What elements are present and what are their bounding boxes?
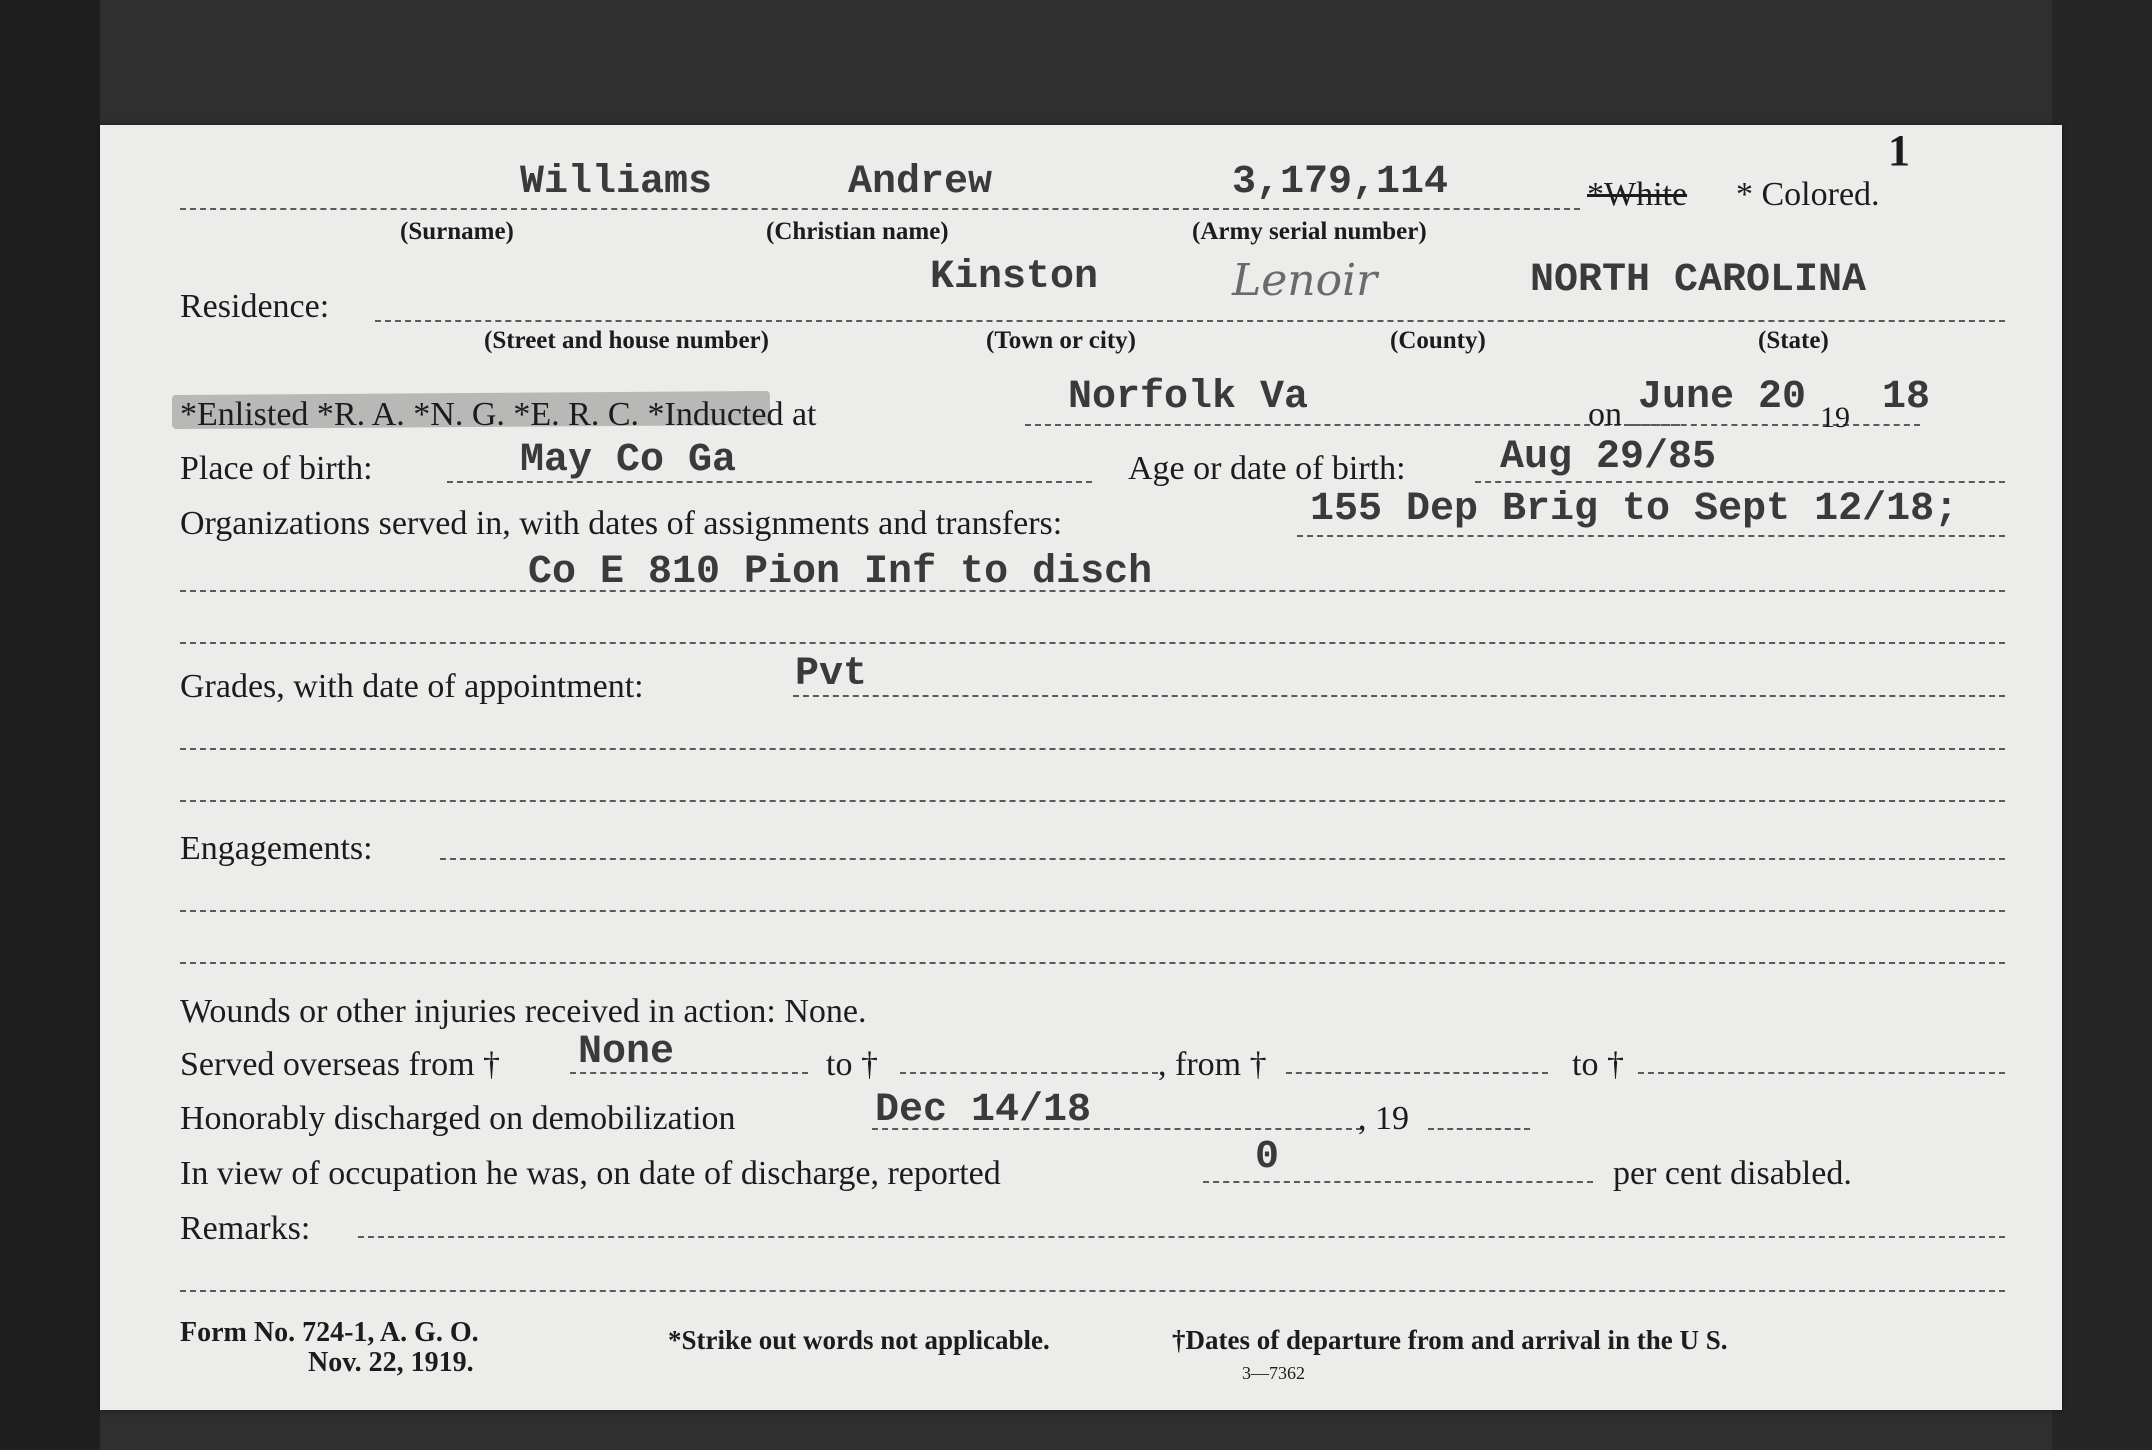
induction-date-value: June 20 bbox=[1638, 375, 1807, 420]
engagements-line3 bbox=[180, 962, 2005, 964]
overseas-to2-label: to † bbox=[1572, 1046, 1624, 1083]
overseas-from-value: None bbox=[578, 1030, 675, 1075]
dagger-note: †Dates of departure from and arrival in the U S. bbox=[1172, 1325, 1728, 1355]
grades-line1 bbox=[793, 695, 2005, 697]
engagements-line2 bbox=[180, 910, 2005, 912]
overseas-from-label: Served overseas from † bbox=[180, 1046, 501, 1083]
christian-name-value: Andrew bbox=[848, 160, 993, 205]
overseas-to2-line bbox=[1638, 1072, 2005, 1074]
scan-border-left bbox=[0, 0, 100, 1450]
remarks-label: Remarks: bbox=[180, 1210, 311, 1247]
wounds-label: Wounds or other injuries received in action: None. bbox=[180, 993, 867, 1030]
remarks-line2 bbox=[180, 1290, 2005, 1292]
remarks-line1 bbox=[358, 1236, 2005, 1238]
card-number: 1 bbox=[1888, 126, 1910, 175]
town-caption: (Town or city) bbox=[986, 327, 1136, 354]
organizations-line3 bbox=[180, 642, 2005, 644]
discharge-label: Honorably discharged on demobilization bbox=[180, 1100, 736, 1137]
county-value: Lenoir bbox=[1232, 255, 1378, 306]
disability-suffix: per cent disabled. bbox=[1613, 1155, 1852, 1192]
form-number: Form No. 724-1, A. G. O. bbox=[180, 1317, 479, 1348]
grades-label: Grades, with date of appointment: bbox=[180, 668, 644, 705]
induction-date-line bbox=[1630, 424, 1920, 426]
overseas-to-line bbox=[900, 1072, 1158, 1074]
birthplace-value: May Co Ga bbox=[520, 438, 737, 483]
birthdate-value: Aug 29/85 bbox=[1500, 435, 1717, 480]
organizations-line1 bbox=[1297, 535, 2005, 537]
grades-line3 bbox=[180, 800, 2005, 802]
on-label: on bbox=[1588, 396, 1622, 433]
white-option: *White bbox=[1587, 176, 1688, 213]
discharge-year-label: , 19 bbox=[1358, 1100, 1409, 1137]
disability-value: 0 bbox=[1255, 1135, 1280, 1180]
discharge-year-line bbox=[1428, 1128, 1530, 1130]
residence-label: Residence: bbox=[180, 288, 330, 325]
inducted-place-value: Norfolk Va bbox=[1068, 375, 1309, 420]
disability-label: In view of occupation he was, on date of discharge, reported bbox=[180, 1155, 1001, 1192]
birthdate-line bbox=[1475, 481, 2005, 483]
birthdate-label: Age or date of birth: bbox=[1128, 450, 1406, 487]
overseas-from2-line bbox=[1286, 1072, 1548, 1074]
colored-option: * Colored. bbox=[1736, 176, 1880, 213]
discharge-date-value: Dec 14/18 bbox=[875, 1088, 1092, 1133]
organizations-line1-value: 155 Dep Brig to Sept 12/18; bbox=[1310, 487, 1959, 532]
serial-number-caption: (Army serial number) bbox=[1192, 218, 1427, 245]
form-date: Nov. 22, 1919. bbox=[308, 1347, 474, 1378]
print-code: 3—7362 bbox=[1242, 1363, 1305, 1383]
town-value: Kinston bbox=[930, 255, 1099, 300]
disability-line bbox=[1203, 1181, 1593, 1183]
state-caption: (State) bbox=[1758, 327, 1829, 354]
birthplace-label: Place of birth: bbox=[180, 450, 373, 487]
enlisted-label: *Enlisted *R. A. *N. G. *E. R. C. *Inducted at bbox=[180, 396, 817, 433]
overseas-from-line bbox=[570, 1072, 808, 1074]
year-prefix: 19 bbox=[1820, 401, 1850, 434]
county-caption: (County) bbox=[1390, 327, 1486, 354]
surname-value: Williams bbox=[520, 160, 713, 205]
overseas-from2-label: , from † bbox=[1158, 1046, 1267, 1083]
street-caption: (Street and house number) bbox=[484, 327, 769, 354]
organizations-line2 bbox=[180, 590, 2005, 592]
organizations-label: Organizations served in, with dates of assignments and transfers: bbox=[180, 505, 1063, 542]
scan-border-right bbox=[2052, 0, 2152, 1450]
serial-number-value: 3,179,114 bbox=[1232, 160, 1449, 205]
surname-caption: (Surname) bbox=[400, 218, 514, 245]
inducted-place-line bbox=[1025, 424, 1680, 426]
grades-line2 bbox=[180, 748, 2005, 750]
engagements-label: Engagements: bbox=[180, 830, 373, 867]
service-record-card bbox=[100, 125, 2062, 1410]
discharge-date-line bbox=[872, 1128, 1362, 1130]
engagements-line1 bbox=[440, 858, 2005, 860]
residence-line bbox=[375, 320, 2005, 322]
induction-year-value: 18 bbox=[1882, 375, 1931, 420]
organizations-line2-value: Co E 810 Pion Inf to disch bbox=[528, 550, 1153, 595]
row1-line bbox=[180, 208, 1580, 210]
christian-name-caption: (Christian name) bbox=[766, 218, 949, 245]
birthplace-line bbox=[447, 481, 1092, 483]
grades-value: Pvt bbox=[795, 652, 868, 697]
strike-note: *Strike out words not applicable. bbox=[668, 1325, 1050, 1355]
state-value: NORTH CAROLINA bbox=[1530, 258, 1867, 303]
overseas-to-label: to † bbox=[826, 1046, 878, 1083]
